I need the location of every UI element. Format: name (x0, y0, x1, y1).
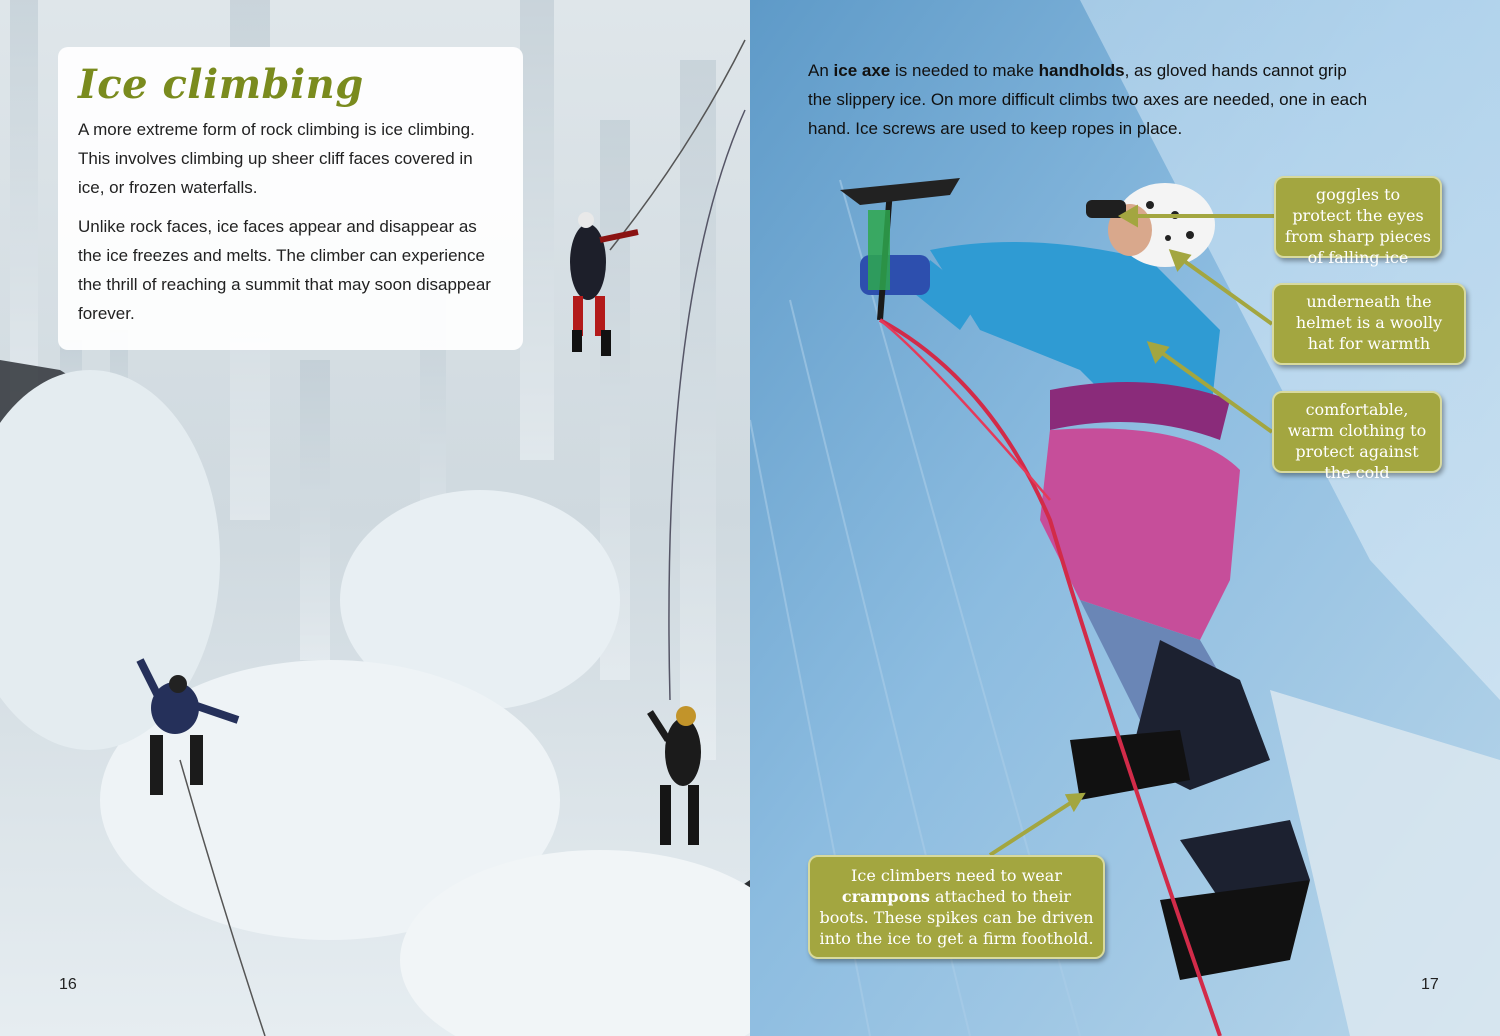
term-crampons: crampons (841, 887, 930, 906)
ice-axe-paragraph: An ice axe is needed to make handholds, as gloved hands cannot grip the slippery ice. On more difficult climbs two axes are needed, one in each hand. Ice screws are used to keep ropes in place. (808, 61, 1368, 138)
callout-goggles: goggles to protect the eyes from sharp pieces of falling ice (1274, 176, 1442, 258)
callout-clothing: comfortable, warm clothing to protect against the cold (1272, 391, 1442, 473)
intro-text-panel (58, 47, 523, 350)
paragraph-2: Unlike rock faces, ice faces appear and disappear as the ice freezes and melts. The climber can experience the thrill of reaching a summit that may soon disappear forever. (78, 217, 491, 323)
page-title: Ice climbing (78, 61, 364, 108)
paragraph-1: A more extreme form of rock climbing is ice climbing. This involves climbing up sheer cliff faces covered in ice, or frozen waterfalls. (78, 120, 475, 197)
callout-crampons: Ice climbers need to wear crampons attached to their boots. These spikes can be driven into the ice to get a firm foothold. (808, 855, 1105, 959)
term-handholds: handholds (1038, 61, 1125, 80)
page-number-right: 17 (1421, 976, 1439, 993)
callout-woolly-hat: underneath the helmet is a woolly hat for warmth (1272, 283, 1466, 365)
term-ice-axe: ice axe (833, 61, 891, 80)
page-number-left: 16 (59, 976, 77, 993)
right-page (750, 0, 1500, 1036)
